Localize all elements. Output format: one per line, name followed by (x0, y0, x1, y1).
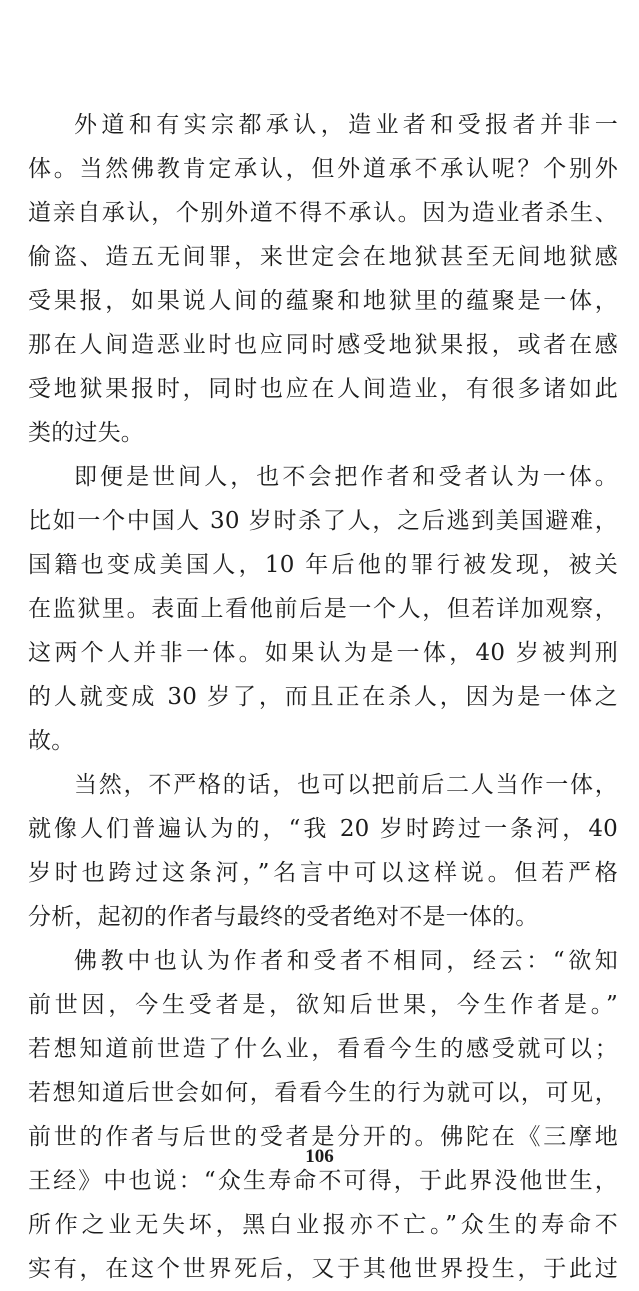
text-line: 国籍也变成美国人，10 年后他的罪行被发现，被关 (28, 552, 618, 578)
text-line: 佛教中也认为作者和受者不相同，经云：“欲知 (74, 948, 618, 974)
text-line: 若想知道后世会如何，看看今生的行为就可以，可见， (28, 1080, 618, 1106)
text-line: 在监狱里。表面上看他前后是一个人，但若详加观察， (28, 596, 618, 622)
text-line: 偷盗、造五无间罪，来世定会在地狱甚至无间地狱感 (28, 244, 618, 270)
text-line: 受果报，如果说人间的蕴聚和地狱里的蕴聚是一体， (28, 288, 618, 314)
text-line: 受地狱果报时，同时也应在人间造业，有很多诸如此 (28, 376, 618, 402)
text-line: 故。 (28, 728, 75, 754)
text-line: 实有，在这个世界死后，又于其他世界投生，于此过 (28, 1256, 618, 1282)
text-line: 王经》中也说：“众生寿命不可得，于此界没他世生， (28, 1168, 618, 1194)
text-line: 道亲自承认，个别外道不得不承认。因为造业者杀生、 (28, 200, 618, 226)
text-line: 前世的作者与后世的受者是分开的。佛陀在《三摩地 (28, 1124, 618, 1150)
text-line: 分析，起初的作者与最终的受者绝对不是一体的。 (28, 904, 539, 930)
text-line: 那在人间造恶业时也应同时感受地狱果报，或者在感 (28, 332, 618, 358)
paragraph-1 (28, 103, 618, 455)
text-line: 外道和有实宗都承认，造业者和受报者并非一 (74, 112, 618, 138)
text-line: 就像人们普遍认为的，“我 20 岁时跨过一条河，40 (28, 816, 618, 842)
text-line: 岁时也跨过这条河，”名言中可以这样说。但若严格 (28, 860, 618, 886)
text-line: 这两个人并非一体。如果认为是一体，40 岁被判刑 (28, 640, 618, 666)
paragraph-2 (28, 455, 618, 763)
text-line: 前世因，今生受者是，欲知后世果，今生作者是。” (28, 992, 618, 1018)
paragraph-4 (28, 939, 618, 1291)
text-line: 所作之业无失坏，黑白业报亦不亡。”众生的寿命不 (28, 1212, 618, 1238)
text-line: 比如一个中国人 30 岁时杀了人，之后逃到美国避难， (28, 508, 618, 534)
paragraph-3 (28, 763, 618, 939)
text-line: 即便是世间人，也不会把作者和受者认为一体。 (74, 464, 618, 490)
text-line: 的人就变成 30 岁了，而且正在杀人，因为是一体之 (28, 684, 618, 710)
page-number: 106 (305, 1146, 334, 1167)
text-body (28, 103, 618, 1291)
text-line: 若想知道前世造了什么业，看看今生的感受就可以； (28, 1036, 618, 1062)
text-line: 当然，不严格的话，也可以把前后二人当作一体， (74, 772, 618, 798)
text-line: 类的过失。 (28, 420, 144, 446)
text-line: 体。当然佛教肯定承认，但外道承不承认呢？个别外 (28, 156, 618, 182)
